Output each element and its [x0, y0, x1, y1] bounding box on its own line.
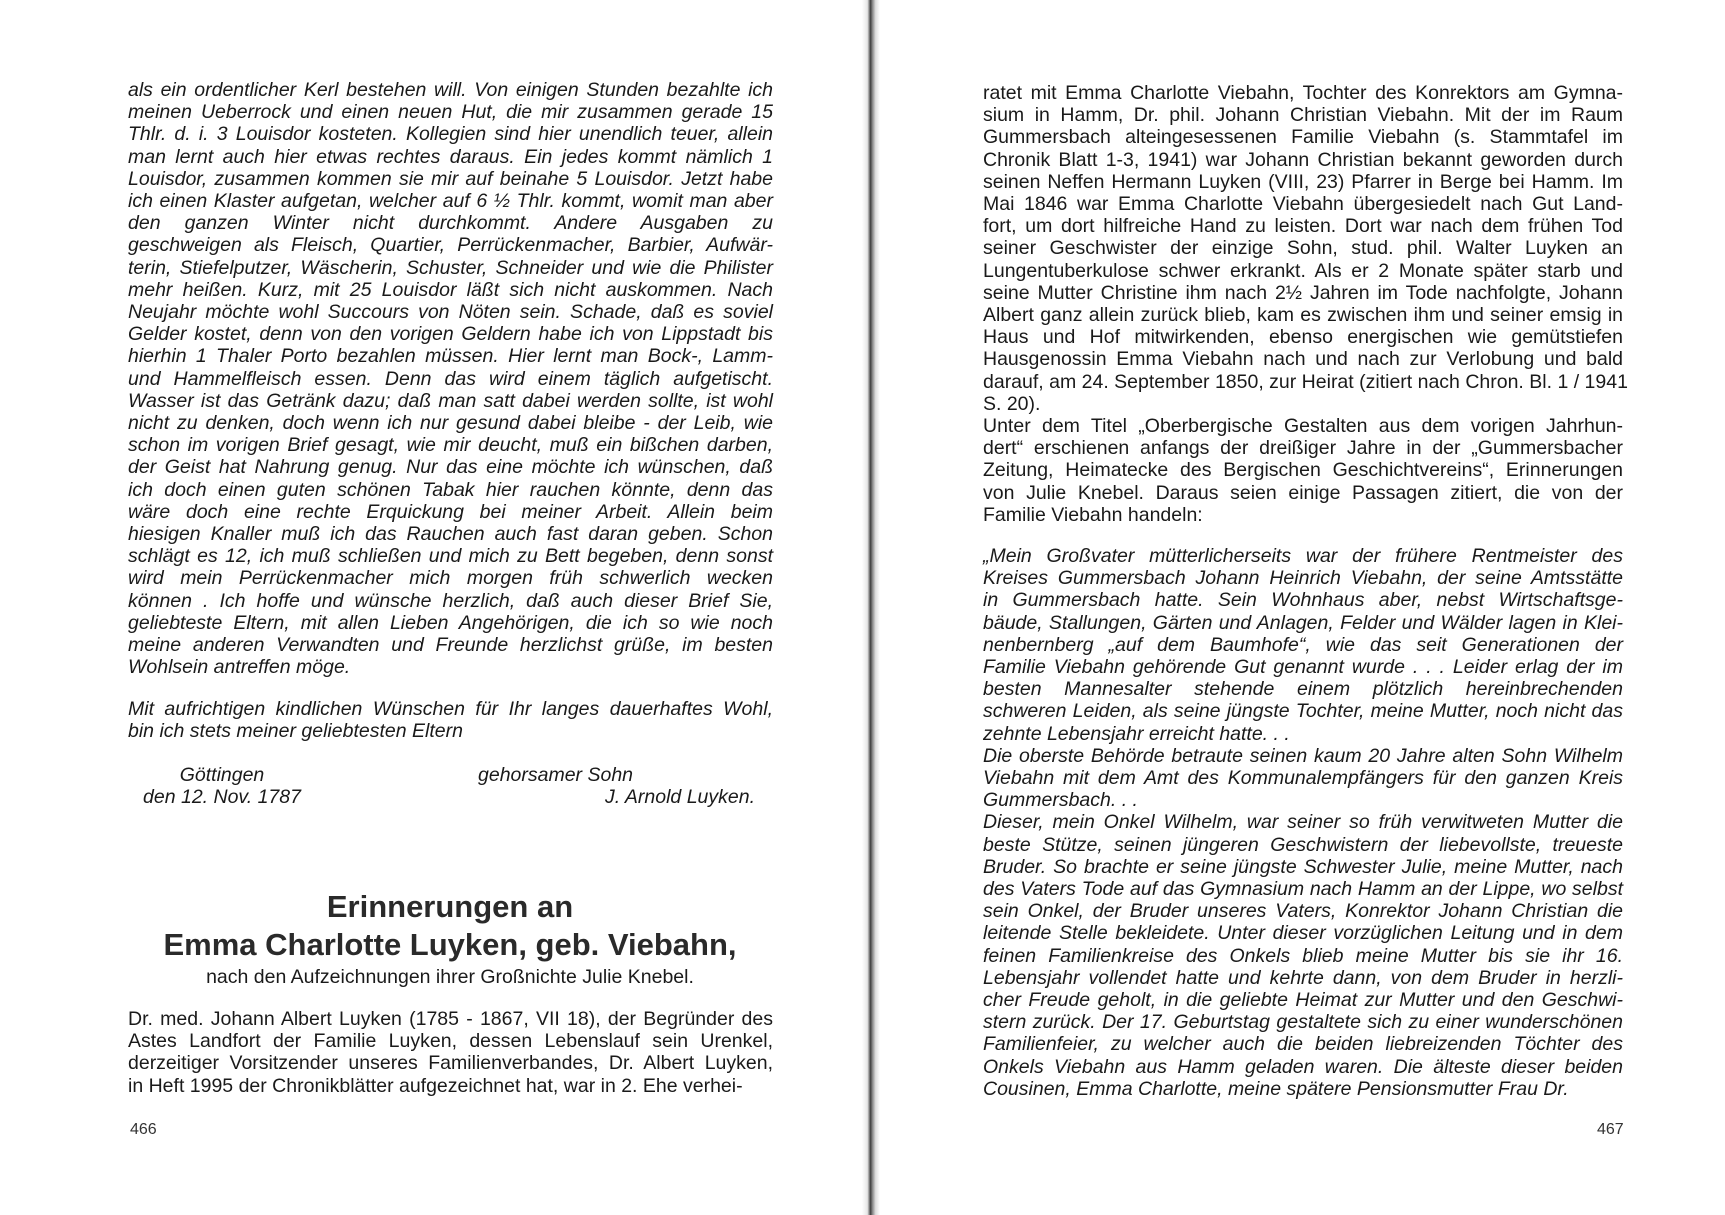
text-line: Hausgenossin Emma Viebahn nach und nach zur Verlobung und bald	[983, 348, 1623, 371]
signature-place: Göttingen	[179, 764, 265, 786]
text-line: des Vaters Tode auf das Gymnasium nach Hamm an der Lippe, wo selbst	[983, 878, 1623, 901]
text-line: Albert ganz allein zurück blieb, kam es zwischen ihm und seiner emsig in	[983, 304, 1623, 327]
text-line: stern zurück. Der 17. Geburtstag gestaltete sich zu einer wunderschönen	[983, 1011, 1623, 1034]
letter-closing	[128, 698, 773, 742]
text-line: schlägt es 12, ich muß schließen und mich zu Bett begeben, denn sonst	[128, 545, 773, 568]
right-body-text	[983, 82, 1628, 526]
text-line: leitende Stelle bekleidete. Unter dieser vorzüglichen Leitung und in dem	[983, 922, 1623, 945]
text-line: ich doch einen guten schönen Tabak hier rauchen könnte, denn das	[128, 478, 773, 501]
text-line: dert“ erschienen anfangs der dreißiger Jahre in der „Gummersbacher	[983, 437, 1623, 460]
text-line: Astes Landfort der Familie Luyken, dessen Lebenslauf sein Urenkel,	[128, 1030, 773, 1053]
text-line: Gummersbach. . .	[983, 789, 1138, 812]
signature-place-date	[132, 764, 312, 809]
section-heading-line2: Emma Charlotte Luyken, geb. Viebahn,	[163, 927, 737, 962]
text-line: Familie Viebahn handeln:	[983, 503, 1203, 526]
text-line: hiesigen Knaller muß ich das Rauchen auch fast daran geben. Schon	[128, 523, 773, 546]
text-line: feinen Familienkreise des Onkels blieb meine Mutter bis sie ihr 16.	[983, 944, 1623, 967]
text-line: sein Onkel, der Bruder unseres Vaters, Konrektor Johann Christian die	[983, 900, 1623, 923]
text-line: schon im vorigen Brief gesagt, wie mir deucht, muß ein bißchen darben,	[128, 434, 773, 457]
text-line: Dieser, mein Onkel Wilhelm, war seiner so früh verwitweten Mutter die	[983, 811, 1623, 834]
text-line: Chronik Blatt 1-3, 1941) war Johann Christian bekannt geworden durch	[983, 148, 1623, 171]
text-line: bin ich stets meiner geliebtesten Eltern	[128, 720, 463, 743]
text-line: Gummersbach alteingesessenen Familie Viebahn (s. Stammtafel im	[983, 126, 1623, 149]
text-line: Dr. med. Johann Albert Luyken (1785 - 1867, VII 18), der Begründer des	[128, 1008, 773, 1030]
text-line: nenbernberg „auf dem Baumhofe“, wie das seit Generationen der	[983, 633, 1623, 656]
text-line: besten Mannesalter stehende einem plötzlich hereinbrechenden	[983, 678, 1623, 701]
text-line: Familienfeier, zu welcher auch die beiden liebreizenden Töchter des	[983, 1033, 1623, 1056]
text-line: in Gummersbach hatte. Sein Wohnhaus aber, nebst Wirtschaftsge-	[983, 589, 1623, 612]
text-line: Onkels Viebahn aus Hamm geladen waren. Die älteste dieser beiden	[983, 1055, 1623, 1078]
text-line: Gelder kostet, denn von den vorigen Geldern habe ich von Lippstadt bis	[128, 323, 773, 346]
text-line: Lungentuberkulose schwer erkrankt. Als er 2 Monate später starb und	[983, 259, 1623, 282]
text-line: terin, Stiefelputzer, Wäscherin, Schuster, Schneider und wie die Philister	[128, 256, 773, 279]
text-line: Familie Viebahn gehörende Gut genannt wurde . . . Leider erlag der im	[983, 656, 1623, 679]
text-line: und Hammelfleisch essen. Denn das wird einem täglich aufgetischt.	[128, 367, 773, 390]
signature-date: den 12. Nov. 1787	[143, 786, 301, 809]
text-line: Louisdor, zusammen kommen sie mir auf beinahe 5 Louisdor. Jetzt habe	[128, 167, 773, 190]
text-line: wird mein Perrückenmacher mich morgen früh schwerlich wecken	[128, 567, 773, 590]
text-line: S. 20).	[983, 392, 1041, 415]
text-line: fort, um dort hilfreiche Hand zu leisten. Dort war nach dem frühen Tod	[983, 215, 1623, 238]
text-line: von Julie Knebel. Daraus seien einige Passagen zitiert, die von der	[983, 481, 1623, 504]
text-line: beste Stütze, seinen jüngeren Geschwistern der liebevollste, treueste	[983, 833, 1623, 856]
book-gutter	[862, 0, 880, 1215]
text-line: Wasser ist das Getränk dazu; daß man satt dabei werden sollte, ist wohl	[128, 389, 773, 412]
text-line: Thlr. d. i. 3 Louisdor kosteten. Kollegien sind hier unendlich teuer, allein	[128, 123, 773, 146]
text-line: Mai 1846 war Emma Charlotte Viebahn übergesiedelt nach Gut Land-	[983, 193, 1623, 216]
letter-body	[128, 79, 773, 678]
text-line: sium in Hamm, Dr. phil. Johann Christian Viebahn. Mit der im Raum	[983, 104, 1623, 127]
text-line: geliebteste Eltern, mit allen Lieben Angehörigen, die ich so wie noch	[128, 611, 773, 634]
text-line: Unter dem Titel „Oberbergische Gestalten aus dem vorigen Jahrhun-	[983, 415, 1623, 438]
text-line: Zeitung, Heimatecke des Bergischen Geschichtvereins“, Erinnerungen	[983, 459, 1623, 482]
text-line: bäude, Stallungen, Gärten und Anlagen, Felder und Wälder lagen in Klei-	[983, 611, 1623, 634]
signature-name: J. Arnold Luyken.	[605, 786, 755, 809]
text-line: mehr heißen. Kurz, mit 25 Louisdor läßt sich nicht auskommen. Nach	[128, 278, 773, 301]
signature-sender	[470, 764, 755, 809]
text-line: schweren Leiden, als seine jüngste Tochter, meine Mutter, noch nicht das	[983, 700, 1623, 723]
text-line: cher Freude geholt, in die geliebte Heimat zur Mutter und den Geschwi-	[983, 989, 1623, 1012]
page-number-right: 467	[1597, 1121, 1624, 1138]
text-line: als ein ordentlicher Kerl bestehen will. Von einigen Stunden bezahlte ich	[128, 79, 773, 101]
text-line: den ganzen Winter nicht durchkommt. Andere Ausgaben zu	[128, 212, 773, 235]
text-line: man lernt auch hier etwas rechtes daraus. Ein jedes kommt nämlich 1	[128, 145, 773, 168]
text-line: wäre doch eine rechte Erquickung bei meiner Arbeit. Allein beim	[128, 500, 773, 523]
text-line: Lebensjahr vollendet hatte und kehrte dann, von dem Bruder in herzli-	[983, 966, 1623, 989]
text-line: Mit aufrichtigen kindlichen Wünschen für Ihr langes dauerhaftes Wohl,	[128, 698, 773, 720]
text-line: darauf, am 24. September 1850, zur Heirat (zitiert nach Chron. Bl. 1 / 1941	[983, 370, 1628, 393]
text-line: seine Mutter Christine ihm nach 2½ Jahren im Tode nachfolgte, Johann	[983, 281, 1623, 304]
text-line: Bruder. So brachte er seine jüngste Schwester Julie, meine Mutter, nach	[983, 855, 1623, 878]
text-line: Die oberste Behörde betraute seinen kaum 20 Jahre alten Sohn Wilhelm	[983, 744, 1623, 767]
text-line: hierhin 1 Thaler Porto bezahlen müssen. Hier lernt man Bock-, Lamm-	[128, 345, 773, 368]
text-line: derzeitiger Vorsitzender unseres Familienverbandes, Dr. Albert Luyken,	[128, 1052, 773, 1075]
text-line: meinen Ueberrock und einen neuen Hut, die mir zusammen gerade 15	[128, 101, 773, 124]
text-line: der Geist hat Nahrung genug. Nur das eine möchte ich wünschen, daß	[128, 456, 773, 479]
text-line: zehnte Lebensjahr erreicht hatte. . .	[983, 722, 1290, 745]
text-line: Cousinen, Emma Charlotte, meine spätere Pensionsmutter Frau Dr.	[983, 1077, 1569, 1100]
text-line: „Mein Großvater mütterlicherseits war der frühere Rentmeister des	[983, 545, 1623, 567]
text-line: in Heft 1995 der Chronikblätter aufgezeichnet hat, war in 2. Ehe verhei-	[128, 1074, 743, 1097]
left-page	[0, 0, 862, 1215]
text-line: Neujahr möchte wohl Succours von Nöten sein. Schade, daß es soviel	[128, 301, 773, 324]
text-line: seinen Neffen Hermann Luyken (VIII, 23) Pfarrer in Berge bei Hamm. Im	[983, 170, 1623, 193]
signature-salutation: gehorsamer Sohn	[478, 764, 634, 786]
text-line: können . Ich hoffe und wünsche herzlich, daß auch dieser Brief Sie,	[128, 589, 773, 612]
text-line: seiner Geschwister der einzige Sohn, stud. phil. Walter Luyken an	[983, 237, 1623, 260]
right-quoted-text	[983, 545, 1623, 1100]
text-line: ich einen Klaster aufgetan, welcher auf 6 ½ Thlr. kommt, womit man aber	[128, 190, 773, 213]
section-heading-line1: Erinnerungen an	[326, 889, 574, 924]
section-subheading: nach den Aufzeichnungen ihrer Großnichte Julie Knebel.	[206, 966, 694, 988]
text-line: ratet mit Emma Charlotte Viebahn, Tochter des Konrektors am Gymna-	[983, 82, 1623, 104]
text-line: Viebahn mit dem Amt des Kommunalempfängers für den ganzen Kreis	[983, 767, 1623, 790]
intro-paragraph	[128, 1008, 773, 1097]
page-number-left: 466	[130, 1121, 157, 1138]
text-line: Haus und Hof mitwirkenden, ebenso energischen wie gemütstiefen	[983, 326, 1623, 349]
text-line: Kreises Gummersbach Johann Heinrich Viebahn, der seine Amtsstätte	[983, 567, 1623, 590]
text-line: meine anderen Verwandten und Freunde herzlichst grüße, im besten	[128, 634, 773, 657]
text-line: nicht zu denken, doch wenn ich nur gesund dabei bleibe - der Leib, wie	[128, 412, 773, 435]
text-line: Wohlsein antreffen möge.	[128, 656, 351, 679]
text-line: geschweigen als Fleisch, Quartier, Perrückenmacher, Barbier, Aufwär-	[128, 234, 773, 257]
